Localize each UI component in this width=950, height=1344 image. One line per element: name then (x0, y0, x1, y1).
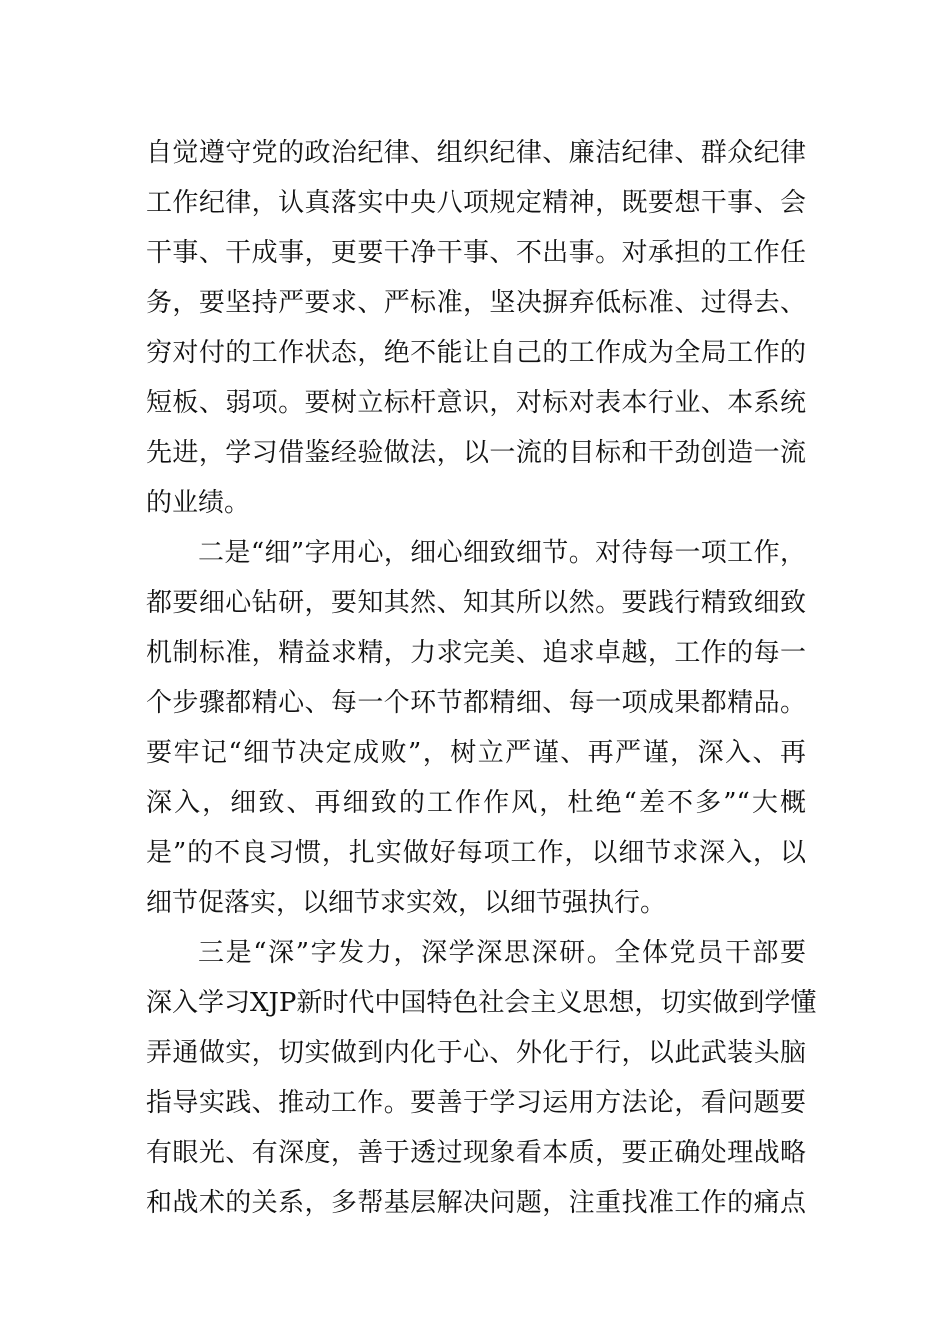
text-line: 是”的不良习惯，扎实做好每项工作，以细节求深入，以 (146, 838, 806, 868)
text-line: 弄通做实，切实做到内化于心、外化于行，以此武装头脑 (146, 1038, 806, 1068)
text-line: 深入学习XJP新时代中国特色社会主义思想，切实做到学懂 (146, 988, 817, 1018)
text-line: 和战术的关系，多帮基层解决问题，注重找准工作的痛点 (146, 1188, 806, 1218)
text-line: 穷对付的工作状态，绝不能让自己的工作成为全局工作的 (146, 338, 806, 368)
text-line: 自觉遵守党的政治纪律、组织纪律、廉洁纪律、群众纪律 (146, 138, 806, 168)
paragraph-start-line: 二是“细”字用心，细心细致细节。对待每一项工作， (198, 538, 806, 568)
text-line: 细节促落实，以细节求实效，以细节强执行。 (146, 888, 667, 918)
text-line: 工作纪律，认真落实中央八项规定精神，既要想干事、会 (146, 188, 806, 218)
text-line: 务，要坚持严要求、严标准，坚决摒弃低标准、过得去、 (146, 288, 806, 318)
text-line: 机制标准，精益求精，力求完美、追求卓越，工作的每一 (146, 638, 806, 668)
paragraph-start-line: 三是“深”字发力，深学深思深研。全体党员干部要 (198, 938, 806, 968)
text-line: 先进，学习借鉴经验做法，以一流的目标和干劲创造一流 (146, 438, 806, 468)
text-line: 要牢记“细节决定成败”，树立严谨、再严谨，深入、再 (146, 738, 806, 768)
text-line: 干事、干成事，更要干净干事、不出事。对承担的工作任 (146, 238, 806, 268)
text-line: 的业绩。 (146, 488, 251, 518)
text-line: 深入，细致、再细致的工作作风，杜绝“差不多”“大概 (146, 788, 806, 818)
text-line: 个步骤都精心、每一个环节都精细、每一项成果都精品。 (146, 688, 806, 718)
text-line: 有眼光、有深度，善于透过现象看本质，要正确处理战略 (146, 1138, 806, 1168)
text-line: 都要细心钻研，要知其然、知其所以然。要践行精致细致 (146, 588, 806, 618)
body-text (146, 128, 817, 1228)
text-line: 指导实践、推动工作。要善于学习运用方法论，看问题要 (146, 1088, 806, 1118)
text-line: 短板、弱项。要树立标杆意识，对标对表本行业、本系统 (146, 388, 806, 418)
